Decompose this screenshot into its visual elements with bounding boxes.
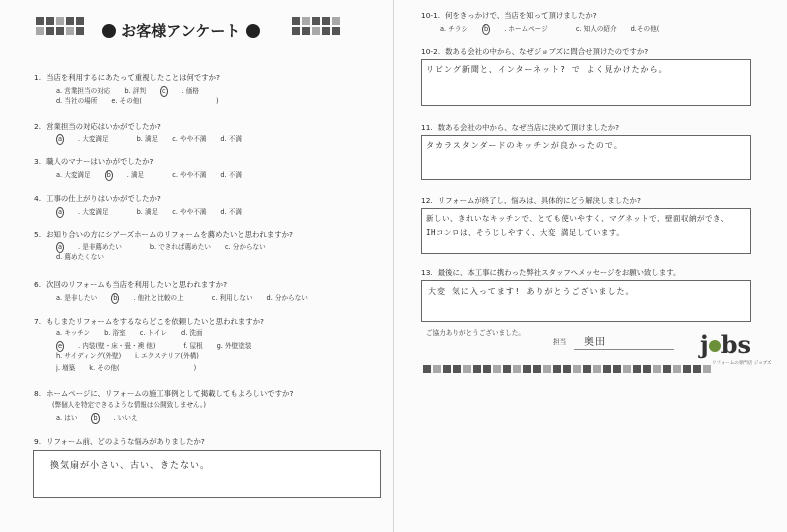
header-squares-left — [36, 17, 96, 37]
q2-option-c[interactable]: c. やや不満 — [172, 135, 207, 143]
q3-option-b[interactable]: b . 満足 — [106, 171, 145, 179]
question-8-options — [56, 413, 166, 424]
question-7-options-2 — [56, 341, 265, 352]
answer-11-text: タカラスタンダードのキッチンが良かったので。 — [426, 141, 623, 150]
question-2-options — [56, 134, 256, 145]
page-fold — [393, 0, 394, 532]
question-7-options-4: j. 増築 k. その他( ) — [56, 364, 197, 372]
question-7: 7. もしまたリフォームをするならどこを依頼したいと思われますか? — [34, 317, 264, 326]
question-5-options-2 — [56, 253, 118, 262]
logo-dot-icon — [709, 340, 721, 352]
footer-squares — [423, 365, 713, 375]
q4-option-b[interactable]: b. 満足 — [136, 208, 159, 216]
question-8-note: (弊個人を特定できるような情報は公開致しません。) — [52, 401, 206, 409]
q3-option-c[interactable]: c. やや不満 — [172, 171, 207, 179]
q4-option-c[interactable]: c. やや不満 — [172, 208, 207, 216]
answer-10-2-text: リビング新聞と、インターネット? で よく見かけたから。 — [426, 65, 668, 74]
answer-12-line-1: 新しい、きれいなキッチンで、とても使いやすく、マグネットで、壁面収納ができ、 — [426, 214, 729, 223]
q6-option-d[interactable]: d. 分からない — [266, 294, 308, 302]
q2-option-d[interactable]: d. 不満 — [220, 135, 242, 143]
q8-option-b[interactable]: b . いいえ — [93, 414, 138, 422]
q1-option-d[interactable]: d. 当社の場所 — [56, 97, 98, 105]
answer-12-line-2: IHコンロは、そうじしやすく、大変 満足しています。 — [426, 228, 625, 237]
q8-option-a[interactable]: a. はい — [56, 414, 78, 422]
question-1-options — [56, 86, 227, 97]
staff-label: 担当 — [553, 338, 567, 346]
question-3-options — [56, 170, 256, 181]
signature-line — [574, 349, 674, 350]
staff-name: 奥田 — [584, 337, 606, 348]
answer-box-9[interactable] — [33, 450, 381, 498]
q6-option-a[interactable]: a. 是非したい — [56, 294, 98, 302]
question-1: 1. 当店を利用するにあたって重視したことは何ですか? — [34, 73, 220, 82]
q5-option-c[interactable]: c. 分からない — [224, 243, 266, 251]
bullet-icon — [246, 24, 260, 38]
q10-1-option-b[interactable]: b . ホームページ — [484, 25, 548, 33]
q4-option-a[interactable]: a . 大変満足 — [58, 208, 109, 216]
q1-option-a[interactable]: a. 営業担当の対応 — [56, 87, 111, 95]
question-11: 11. 数ある会社の中から、なぜ当店に決めて頂けましたか? — [421, 123, 620, 132]
q7-option-b[interactable]: b. 浴室 — [104, 329, 126, 337]
q5-option-b[interactable]: b. できれば薦めたい — [149, 243, 211, 251]
question-3: 3. 職人のマナーはいかがでしたか? — [34, 157, 154, 166]
answer-9-text: 換気扇が小さい、古い、きたない。 — [50, 461, 211, 471]
answer-box-11[interactable] — [421, 135, 751, 180]
survey-title-row — [102, 20, 260, 41]
logo-tagline: リフォームの専門店 ジョブズ — [712, 361, 772, 366]
question-4: 4. 工事の仕上がりはいかがでしたか? — [34, 194, 161, 203]
question-10-1: 10-1. 何をきっかけで、当店を知って頂けましたか? — [421, 11, 597, 20]
question-12: 12. リフォームが終了し、悩みは、具体的にどう解決しましたか? — [421, 196, 641, 205]
question-1-options-2: d. 当社の場所 e. その他( ) — [56, 97, 219, 105]
question-4-options — [56, 207, 256, 218]
question-5-options — [56, 242, 280, 253]
q7-option-c[interactable]: c. トイレ — [139, 329, 168, 337]
q5-option-a[interactable]: a . 是非薦めたい — [58, 243, 122, 251]
q7-option-i[interactable]: i. エクステリア(外構) — [135, 352, 199, 360]
question-13: 13. 最後に、本工事に携わった弊社スタッフへメッセージをお願い致します。 — [421, 268, 681, 277]
q7-option-e[interactable]: e . 内装(壁・床・畳・襖 他) — [58, 342, 156, 350]
q10-1-option-c[interactable]: c. 知人の紹介 — [575, 25, 617, 33]
question-5: 5. お知り合いの方にシアーズホームのリフォームを薦めたいと思われますか? — [34, 230, 293, 239]
question-10-1-options — [440, 24, 673, 35]
answer-box-10-2[interactable] — [421, 59, 751, 106]
company-logo: j bs — [700, 330, 751, 359]
question-2: 2. 営業担当の対応はいかがでしたか? — [34, 122, 161, 131]
q6-option-c[interactable]: c. 利用しない — [211, 294, 253, 302]
q7-option-a[interactable]: a. キッチン — [56, 329, 91, 337]
q2-option-b[interactable]: b. 満足 — [136, 135, 159, 143]
q7-option-f[interactable]: f. 屋根 — [183, 342, 203, 350]
q10-1-option-d[interactable]: d.その他( — [630, 25, 660, 33]
question-6: 6. 次回のリフォームも当店を利用したいと思われますか? — [34, 280, 227, 289]
q1-option-c[interactable]: c . 価格 — [161, 87, 199, 95]
question-6-options — [56, 293, 322, 304]
answer-box-12[interactable] — [421, 208, 751, 254]
thanks-text: ご協力ありがとうございました。 — [426, 329, 525, 337]
q4-option-d[interactable]: d. 不満 — [220, 208, 242, 216]
page-title: お客様アンケート — [121, 22, 241, 40]
q1-option-e[interactable]: e. その他( — [111, 97, 142, 105]
q7-option-g[interactable]: g. 外壁塗装 — [216, 342, 252, 350]
header-squares-right — [292, 17, 352, 37]
answer-13-text: 大変 気に入ってます! ありがとうございました。 — [428, 287, 635, 296]
question-7-options — [56, 329, 217, 338]
q10-1-option-a[interactable]: a. チラシ — [440, 25, 469, 33]
answer-box-13[interactable] — [421, 280, 751, 322]
q2-option-a[interactable]: a . 大変満足 — [58, 135, 109, 143]
question-10-2: 10-2. 数ある会社の中から、なぜジョブズに問合せ頂けたのですか? — [421, 47, 649, 56]
q7-option-k[interactable]: k. その他( — [89, 364, 120, 372]
bullet-icon — [102, 24, 116, 38]
q7-option-j[interactable]: j. 増築 — [56, 364, 76, 372]
question-8: 8. ホームページに、リフォームの施工事例として掲載してもよろしいですか? — [34, 389, 294, 398]
q1-option-b[interactable]: b. 評判 — [124, 87, 146, 95]
q7-option-h[interactable]: h. サイディング(外壁) — [56, 352, 122, 360]
q3-option-a[interactable]: a. 大変満足 — [56, 171, 91, 179]
question-9: 9. リフォーム前、どのような悩みがありましたか? — [34, 437, 205, 446]
q7-option-d[interactable]: d. 洗面 — [181, 329, 203, 337]
q3-option-d[interactable]: d. 不満 — [220, 171, 242, 179]
q5-option-d[interactable]: d. 薦めたくない — [56, 253, 104, 261]
question-7-options-3 — [56, 352, 213, 361]
q6-option-b[interactable]: b . 他社と比較の上 — [113, 294, 184, 302]
